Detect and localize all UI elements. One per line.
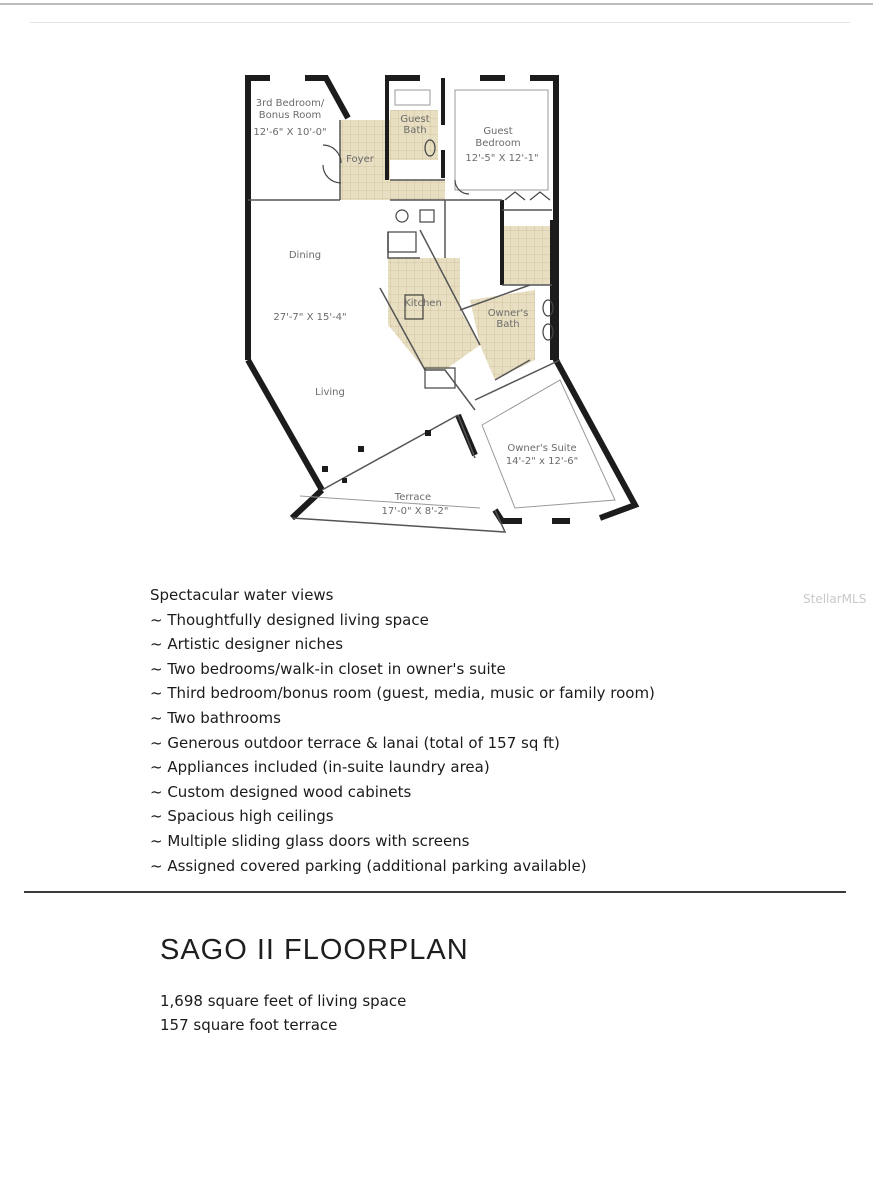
room-label-living: Living <box>315 387 345 398</box>
room-label-owners-bath-2: Bath <box>496 319 520 330</box>
room-label-terrace: Terrace <box>394 492 432 503</box>
section-divider <box>24 891 846 893</box>
feature-item: ~ Assigned covered parking (additional parking available) <box>150 856 587 875</box>
room-label-kitchen: Kitchen <box>404 298 442 309</box>
room-label-guest-bath-2: Bath <box>403 125 427 136</box>
watermark: StellarMLS <box>803 592 867 606</box>
feature-item: ~ Multiple sliding glass doors with screens <box>150 831 470 850</box>
living-space-stat: 1,698 square feet of living space <box>160 992 407 1010</box>
room-label-third-bedroom: 3rd Bedroom/ <box>255 98 325 109</box>
room-dim-owners-suite: 14'-2" x 12'-6" <box>505 456 579 467</box>
room-label-guest-bath: Guest <box>400 114 430 125</box>
room-dim-guest-bedroom: 12'-5" X 12'-1" <box>465 153 539 164</box>
scan-edge <box>0 3 873 5</box>
feature-item: ~ Spacious high ceilings <box>150 807 334 826</box>
room-dim-third-bedroom: 12'-6" X 10'-0" <box>253 127 327 138</box>
feature-item: ~ Generous outdoor terrace & lanai (total of 157 sq ft) <box>150 733 560 752</box>
room-label-dining: Dining <box>288 250 322 261</box>
room-label-guest-bedroom-2: Bedroom <box>475 138 521 149</box>
room-dim-dining-living: 27'-7" X 15'-4" <box>273 312 347 323</box>
feature-list <box>150 583 750 878</box>
scan-edge-faint <box>30 22 850 23</box>
room-dim-terrace: 17'-0" X 8'-2" <box>381 506 449 517</box>
room-label-owners-suite: Owner's Suite <box>507 443 577 454</box>
feature-item: Spectacular water views <box>150 586 334 604</box>
room-label-owners-bath: Owner's <box>487 308 529 319</box>
feature-item: ~ Thoughtfully designed living space <box>150 610 429 629</box>
feature-item: ~ Custom designed wood cabinets <box>150 782 412 801</box>
plan-title: SAGO II FLOORPLAN <box>160 934 469 966</box>
feature-item: ~ Third bedroom/bonus room (guest, media, music or family room) <box>150 684 655 703</box>
feature-item: ~ Artistic designer niches <box>150 635 344 654</box>
terrace-stat: 157 square foot terrace <box>160 1016 338 1034</box>
floorplan-drawing <box>230 70 650 550</box>
room-label-bonus-room: Bonus Room <box>258 110 322 121</box>
room-label-foyer: Foyer <box>346 154 374 165</box>
room-label-guest-bedroom: Guest <box>483 126 513 137</box>
plan-stats <box>160 989 406 1037</box>
feature-item: ~ Two bathrooms <box>150 708 281 727</box>
feature-item: ~ Appliances included (in-suite laundry area) <box>150 758 490 777</box>
feature-item: ~ Two bedrooms/walk-in closet in owner's suite <box>150 659 506 678</box>
